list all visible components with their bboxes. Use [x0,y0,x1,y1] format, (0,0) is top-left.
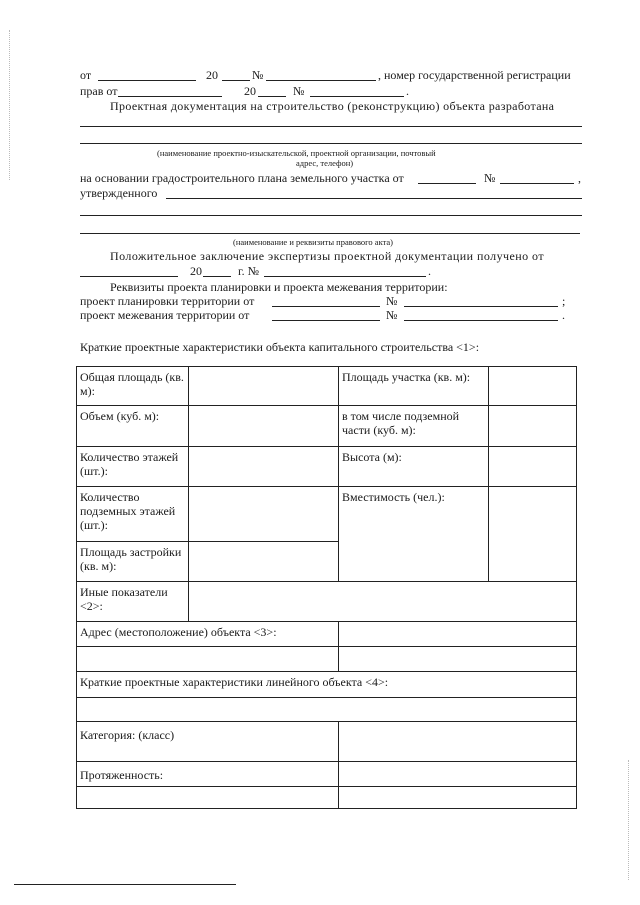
planning-heading: Реквизиты проекта планировки и проекта межевания территории: [110,280,448,294]
floors-label: Количество этажей (шт.): [77,446,189,486]
underground-floors-value[interactable] [189,487,339,542]
rights-number-blank[interactable] [310,96,404,97]
organization-caption-2: адрес, телефон) [296,158,354,168]
underground-part-label: в том числе подземной части (куб. м): [339,406,489,446]
category-label: Категория: (класс) [77,721,339,761]
scan-edge-mark-left [9,30,10,180]
legal-act-caption: (наименование и реквизиты правового акта) [233,237,394,247]
underground-part-value[interactable] [489,406,577,446]
floors-value[interactable] [189,446,339,486]
height-value[interactable] [489,446,577,486]
expertise-year-label: 20 [190,264,202,278]
extra-row-left[interactable] [77,786,339,808]
total-area-label: Общая площадь (кв. м): [77,367,189,406]
number-blank[interactable] [266,80,376,81]
gpzu-date-blank[interactable] [418,183,476,184]
table-intro: Краткие проектные характеристики объекта капитального строительства <1>: [80,340,480,354]
plot-area-label: Площадь участка (кв. м): [339,367,489,406]
address-value[interactable] [339,621,577,646]
approved-blank[interactable] [166,198,582,199]
survey-number-sign: № [386,308,398,322]
built-area-value[interactable] [189,541,339,581]
footnote-separator [14,884,236,885]
gpzu-basis-label: на основании градостроительного плана земельного участка от [80,171,404,185]
other-indicators-label: Иные показатели <2>: [77,582,189,621]
capacity-value[interactable] [489,487,577,582]
legal-act-blank-2[interactable] [80,233,580,234]
length-label: Протяженность: [77,762,339,786]
length-value[interactable] [339,762,577,786]
underground-floors-label: Количество подземных этажей (шт.): [77,487,189,542]
approved-label: утвержденного [80,186,158,200]
legal-act-blank-1[interactable] [80,215,582,216]
survey-date-blank[interactable] [272,320,380,321]
number-sign: № [252,68,264,82]
expertise-dot: . [428,264,431,278]
plan-number-sign: № [386,294,398,308]
height-label: Высота (м): [339,446,489,486]
extra-row-right[interactable] [339,786,577,808]
date-blank[interactable] [98,80,196,81]
scan-edge-mark-right [628,760,629,880]
project-doc-sentence: Проектная документация на строительство (реконструкцию) объекта разработана [110,99,555,113]
expertise-number-blank[interactable] [264,276,426,277]
expertise-date-blank[interactable] [80,276,178,277]
rights-number-sign: № [293,84,305,98]
built-area-label: Площадь застройки (кв. м): [77,541,189,581]
survey-dot: . [562,308,565,322]
gpzu-number-blank[interactable] [500,183,574,184]
rights-year-blank[interactable] [258,96,286,97]
total-area-value[interactable] [189,367,339,406]
linear-object-blank[interactable] [77,697,577,721]
organization-blank-2[interactable] [80,143,582,144]
address-extra-right[interactable] [339,647,577,672]
rights-year-label: 20 [244,84,256,98]
plan-number-blank[interactable] [404,306,558,307]
rights-date-blank[interactable] [118,96,222,97]
capacity-label: Вместимость (чел.): [339,487,489,582]
other-indicators-value[interactable] [189,582,577,621]
expertise-number-label: г. № [238,264,260,278]
category-value[interactable] [339,721,577,761]
year-blank[interactable] [222,80,250,81]
year-label: 20 [206,68,218,82]
gpzu-comma: , [578,171,581,185]
expertise-sentence: Положительное заключение экспертизы проектной документации получено от [110,249,545,263]
plot-area-value[interactable] [489,367,577,406]
expertise-year-blank[interactable] [203,276,231,277]
from-label: от [80,68,92,82]
characteristics-table [76,366,577,809]
survey-label: проект межевания территории от [80,308,250,322]
organization-blank-1[interactable] [80,126,582,127]
volume-label: Объем (куб. м): [77,406,189,446]
volume-value[interactable] [189,406,339,446]
address-label: Адрес (местоположение) объекта <3>: [77,621,339,646]
organization-caption-1: (наименование проектно-изыскательской, проектной организации, почтовый [157,148,436,158]
plan-date-blank[interactable] [272,306,380,307]
plan-semicolon: ; [562,294,566,308]
plan-label: проект планировки территории от [80,294,255,308]
address-extra-left[interactable] [77,647,339,672]
rights-from-label: прав от [80,84,118,98]
gpzu-number-sign: № [484,171,496,185]
rights-dot: . [406,84,409,98]
linear-object-heading: Краткие проектные характеристики линейного объекта <4>: [77,672,577,697]
survey-number-blank[interactable] [404,320,558,321]
state-registration-label: , номер государственной регистрации [378,68,571,82]
